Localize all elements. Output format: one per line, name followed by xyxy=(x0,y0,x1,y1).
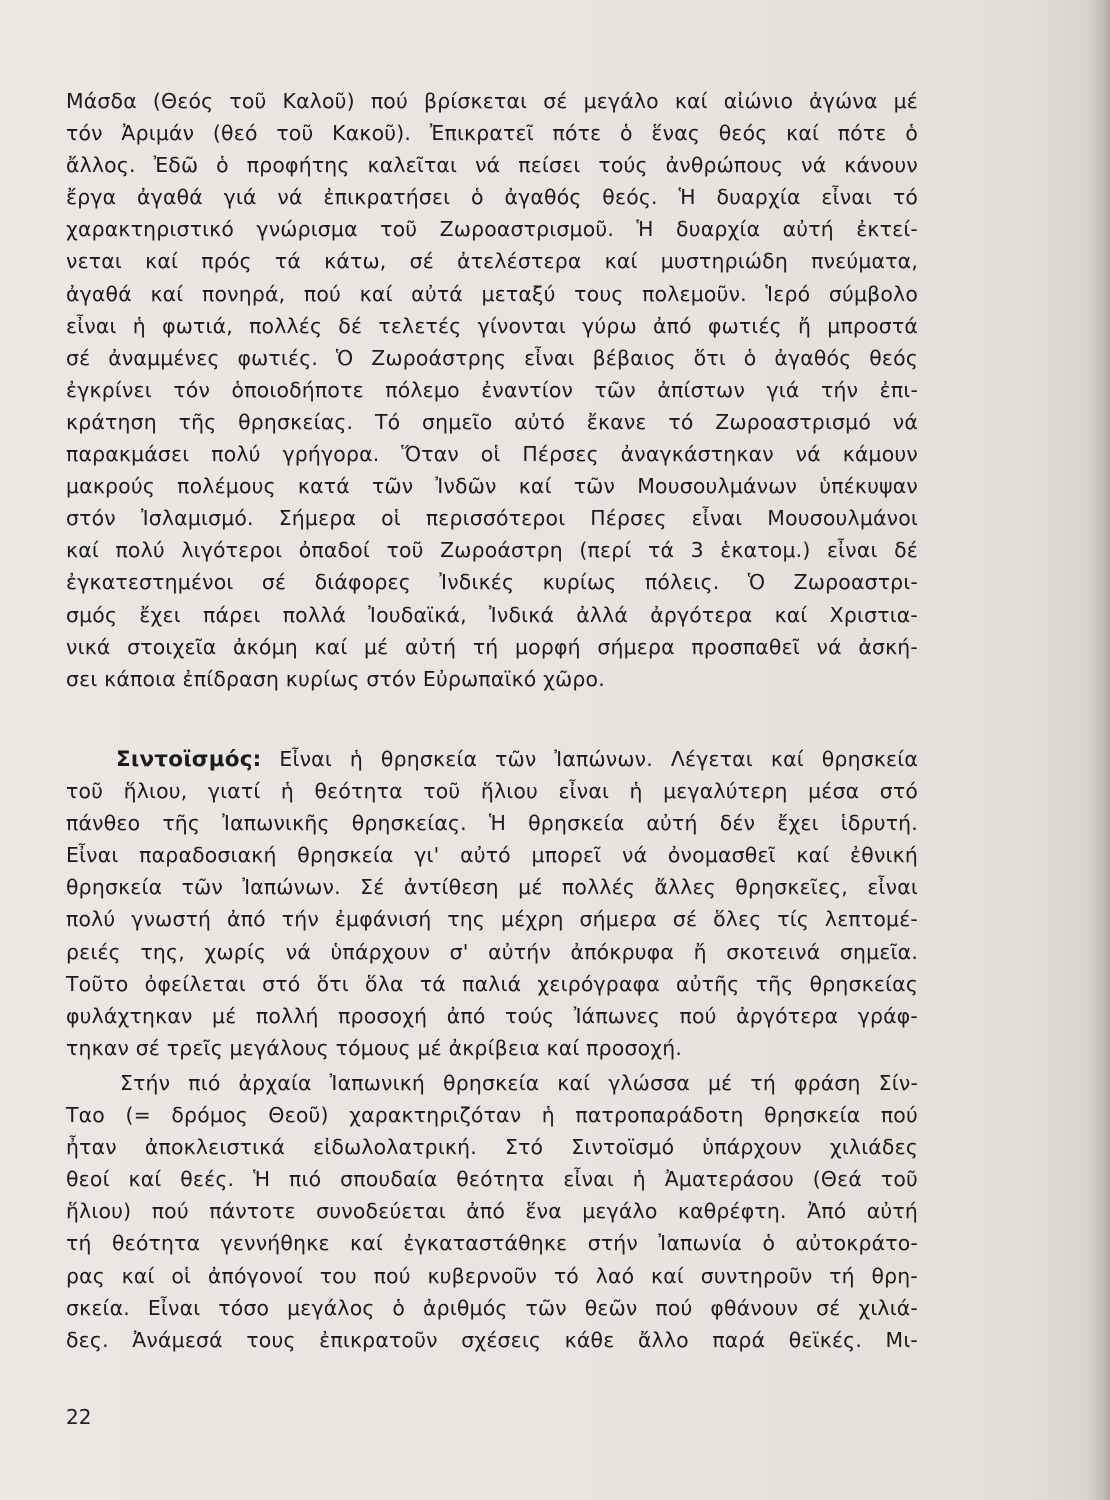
section-heading: Σιντοϊσμός: xyxy=(116,747,262,772)
text-line: παρακμάσει πολύ γρήγορα. Ὅταν οἱ Πέρσες ἀναγκάστηκαν νά κάμουν xyxy=(66,442,918,467)
text-line: ἀγαθά καί πονηρά, πού καί αὐτά μεταξύ τους πολεμοῦν. Ἱερό σύμβολο xyxy=(66,281,918,306)
text-line: πολύ γνωστή ἀπό τήν ἐμφάνισή της μέχρη σήμερα σέ ὅλες τίς λεπτομέ- xyxy=(66,907,918,932)
page-number: 22 xyxy=(66,1405,92,1429)
text-line: ἐγκρίνει τόν ὁποιοδήποτε πόλεμο ἐναντίον τῶν ἀπίστων γιά τήν ἐπι- xyxy=(66,377,918,402)
section-shinto xyxy=(66,743,918,1064)
text-line: κράτηση τῆς θρησκείας. Τό σημεῖο αὐτό ἔκανε τό Ζωροαστρισμό νά xyxy=(66,409,918,434)
text-line: νεται καί πρός τά κάτω, σέ ἀτελέστερα καί μυστηριώδη πνεύματα, xyxy=(66,249,918,274)
text-line: ἦταν ἀποκλειστικά εἰδωλολατρική. Στό Σιντοϊσμό ὑπάρχουν χιλιάδες xyxy=(66,1135,918,1160)
text-line: Τοῦτο ὀφείλεται στό ὅτι ὅλα τά παλιά χειρόγραφα αὐτῆς τῆς θρησκείας xyxy=(66,971,918,996)
text-line: σέ ἀναμμένες φωτιές. Ὁ Ζωροάστρης εἶναι βέβαιος ὅτι ὁ ἀγαθός θεός xyxy=(66,345,918,370)
text-line: ἔργα ἀγαθά γιά νά ἐπικρατήσει ὁ ἀγαθός θεός. Ἡ δυαρχία εἶναι τό xyxy=(66,185,918,210)
text-line: νικά στοιχεῖα ἀκόμη καί μέ αὐτή τή μορφή σήμερα προσπαθεῖ νά ἀσκή- xyxy=(66,634,918,659)
paragraph-zoroastrianism xyxy=(66,85,918,695)
text-line: θεοί καί θεές. Ἡ πιό σπουδαία θεότητα εἶναι ἡ Ἀματεράσου (Θεά τοῦ xyxy=(66,1167,918,1192)
text-line: θρησκεία τῶν Ἰαπώνων. Σέ ἀντίθεση μέ πολλές ἄλλες θρησκεῖες, εἶναι xyxy=(66,875,918,900)
page-spine-shadow xyxy=(1086,0,1110,1500)
text-line: τή θεότητα γεννήθηκε καί ἐγκαταστάθηκε στήν Ἰαπωνία ὁ αὐτοκράτο- xyxy=(66,1231,918,1256)
text-line: μακρούς πολέμους κατά τῶν Ἰνδῶν καί τῶν Μουσουλμάνων ὑπέκυψαν xyxy=(66,474,918,499)
text-line: σκεία. Εἶναι τόσο μεγάλος ὁ ἀριθμός τῶν θεῶν πού φθάνουν σέ χιλιά- xyxy=(66,1295,918,1320)
text-line: στόν Ἰσλαμισμό. Σήμερα οἱ περισσότεροι Πέρσες εἶναι Μουσουλμάνοι xyxy=(66,506,918,531)
text-line: σει κάποια ἐπίδραση κυρίως στόν Εὐρωπαϊκό χῶρο. xyxy=(66,666,605,691)
text-line: δες. Ἀνάμεσά τους ἐπικρατοῦν σχέσεις κάθε ἄλλο παρά θεϊκές. Μι- xyxy=(66,1327,918,1352)
text-line: ἥλιου) πού πάντοτε συνοδεύεται ἀπό ἕνα μεγάλο καθρέφτη. Ἀπό αὐτή xyxy=(66,1199,918,1224)
section-first-line-text: Εἶναι ἡ θρησκεία τῶν Ἰαπώνων. Λέγεται καί θρησκεία xyxy=(261,747,918,771)
section-first-line xyxy=(66,743,918,775)
text-line: φυλάχτηκαν μέ πολλή προσοχή ἀπό τούς Ἰάπωνες πού ἀργότερα γράφ- xyxy=(66,1003,918,1028)
paragraph-shinto-history xyxy=(66,1067,918,1356)
text-line: Ταο (= δρόμος Θεοῦ) χαρακτηριζόταν ἡ πατροπαράδοτη θρησκεία πού xyxy=(66,1103,918,1128)
text-line: πάνθεο τῆς Ἰαπωνικῆς θρησκείας. Ἡ θρησκεία αὐτή δέν ἔχει ἱδρυτή. xyxy=(66,811,918,836)
text-line: τοῦ ἥλιου, γιατί ἡ θεότητα τοῦ ἥλιου εἶναι ἡ μεγαλύτερη μέσα στό xyxy=(66,779,918,804)
text-line: Στήν πιό ἀρχαία Ἰαπωνική θρησκεία καί γλώσσα μέ τή φράση Σίν- xyxy=(120,1071,918,1095)
text-line: Εἶναι παραδοσιακή θρησκεία γι' αὐτό μπορεῖ νά ὀνομασθεῖ καί ἐθνική xyxy=(66,843,918,868)
text-line: ἐγκατεστημένοι σέ διάφορες Ἰνδικές κυρίως πόλεις. Ὁ Ζωροαστρι- xyxy=(66,570,918,595)
text-line: χαρακτηριστικό γνώρισμα τοῦ Ζωροαστρισμοῦ. Ἡ δυαρχία αὐτή ἐκτεί- xyxy=(66,217,918,242)
text-line: τηκαν σέ τρεῖς μεγάλους τόμους μέ ἀκρίβεια καί προσοχή. xyxy=(66,1035,683,1060)
text-line: εἶναι ἡ φωτιά, πολλές δέ τελετές γίνονται γύρω ἀπό φωτιές ἤ μπροστά xyxy=(66,313,918,338)
text-line: τόν Ἀριμάν (θεό τοῦ Κακοῦ). Ἐπικρατεῖ πότε ὁ ἕνας θεός καί πότε ὁ xyxy=(66,121,918,146)
text-line: σμός ἔχει πάρει πολλά Ἰουδαϊκά, Ἰνδικά ἀλλά ἀργότερα καί Χριστια- xyxy=(66,602,918,627)
text-line: ρας καί οἱ ἀπόγονοί του πού κυβερνοῦν τό λαό καί συντηροῦν τή θρη- xyxy=(66,1263,918,1288)
text-line: καί πολύ λιγότεροι ὀπαδοί τοῦ Ζωροάστρη (περί τά 3 ἑκατομ.) εἶναι δέ xyxy=(66,538,918,563)
text-line: Μάσδα (Θεός τοῦ Καλοῦ) πού βρίσκεται σέ μεγάλο καί αἰώνιο ἀγώνα μέ xyxy=(66,89,918,113)
text-line: ρειές της, χωρίς νά ὑπάρχουν σ' αὐτήν ἀπόκρυφα ἤ σκοτεινά σημεῖα. xyxy=(66,939,918,964)
text-line: ἄλλος. Ἐδῶ ὁ προφήτης καλεῖται νά πείσει τούς ἀνθρώπους νά κάνουν xyxy=(66,153,918,178)
